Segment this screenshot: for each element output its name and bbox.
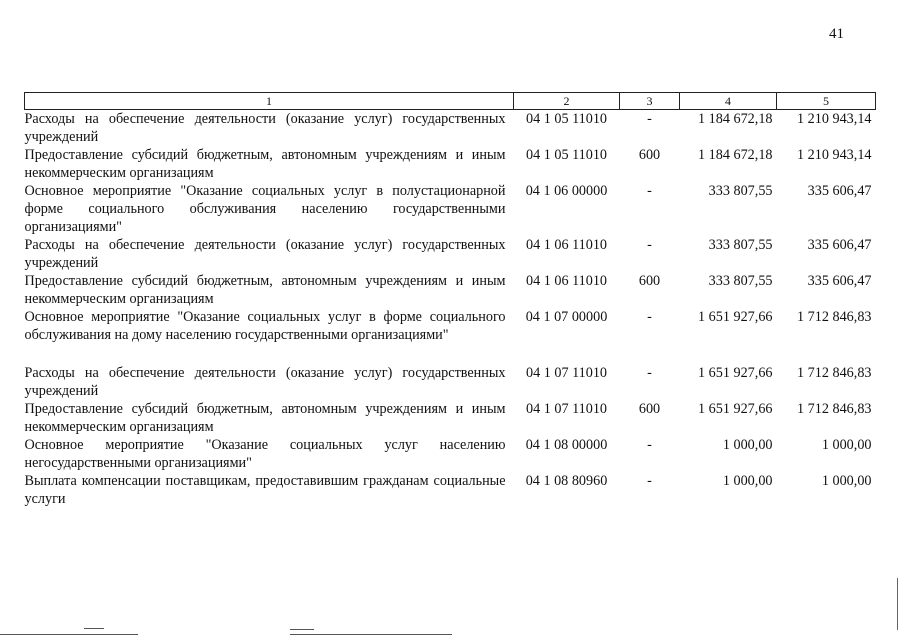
scan-line (290, 634, 452, 635)
row-kvr: - (647, 473, 652, 489)
row-code: 04 1 07 00000 (525, 309, 608, 325)
row-kvr: - (647, 365, 652, 381)
row-kvr: - (647, 237, 652, 253)
row-code: 04 1 08 00000 (525, 437, 608, 453)
scan-edge-mark (897, 578, 898, 630)
blank-row (25, 344, 876, 364)
row-sum-col4: 1 184 672,18 (698, 111, 773, 127)
budget-table (24, 92, 876, 508)
column-header: 5 (777, 93, 876, 110)
row-sum-col5: 1 000,00 (821, 437, 872, 453)
row-sum-col4: 1 651 927,66 (698, 401, 773, 417)
row-code: 04 1 08 80960 (525, 473, 608, 489)
scan-line (84, 628, 104, 629)
row-description: Предоставление субсидий бюджетным, автономным учреждениям и иным некоммерческим организациям (24, 273, 506, 307)
row-sum-col4: 333 807,55 (708, 273, 773, 289)
row-description: Предоставление субсидий бюджетным, автономным учреждениям и иным некоммерческим организациям (24, 147, 506, 181)
table-row (25, 400, 876, 436)
row-sum-col5: 335 606,47 (807, 273, 872, 289)
row-description: Основное мероприятие "Оказание социальных услуг населению негосударственными организациями" (24, 437, 506, 471)
row-sum-col4: 1 651 927,66 (698, 365, 773, 381)
row-sum-col4: 1 000,00 (722, 437, 773, 453)
row-kvr: - (647, 111, 652, 127)
row-sum-col4: 333 807,55 (708, 183, 773, 199)
row-sum-col5: 1 210 943,14 (797, 147, 872, 163)
row-code: 04 1 05 11010 (525, 147, 608, 163)
row-kvr: - (647, 309, 652, 325)
row-kvr: 600 (638, 147, 661, 163)
row-sum-col5: 1 712 846,83 (797, 401, 872, 417)
column-header: 3 (620, 93, 680, 110)
table-row (25, 272, 876, 308)
row-description: Основное мероприятие "Оказание социальных услуг в полустационарной форме социального обслуживания населению государственными организациями" (24, 183, 506, 235)
row-sum-col5: 1 712 846,83 (797, 365, 872, 381)
table-row (25, 182, 876, 236)
page-number: 41 (829, 26, 844, 42)
row-kvr: 600 (638, 401, 661, 417)
scan-line (290, 629, 314, 630)
row-sum-col4: 1 184 672,18 (698, 147, 773, 163)
column-header: 1 (25, 93, 514, 110)
table-row (25, 436, 876, 472)
row-code: 04 1 07 11010 (525, 401, 608, 417)
row-sum-col5: 335 606,47 (807, 183, 872, 199)
row-description: Расходы на обеспечение деятельности (оказание услуг) государственных учреждений (24, 237, 506, 271)
row-code: 04 1 05 11010 (525, 111, 608, 127)
row-sum-col4: 1 651 927,66 (698, 309, 773, 325)
row-description: Основное мероприятие "Оказание социальных услуг в форме социального обслуживания на дому населению государственными организациями" (24, 309, 506, 343)
row-kvr: - (647, 183, 652, 199)
scan-line (0, 634, 138, 635)
row-description: Расходы на обеспечение деятельности (оказание услуг) государственных учреждений (24, 111, 506, 145)
table-row (25, 364, 876, 400)
column-header: 2 (514, 93, 620, 110)
row-kvr: - (647, 437, 652, 453)
table-row (25, 472, 876, 508)
table-row (25, 308, 876, 344)
row-code: 04 1 06 11010 (525, 273, 608, 289)
row-code: 04 1 06 11010 (525, 237, 608, 253)
row-kvr: 600 (638, 273, 661, 289)
table-row (25, 236, 876, 272)
table-row (25, 146, 876, 182)
row-sum-col5: 335 606,47 (807, 237, 872, 253)
row-sum-col4: 1 000,00 (722, 473, 773, 489)
row-sum-col5: 1 210 943,14 (797, 111, 872, 127)
row-sum-col5: 1 712 846,83 (797, 309, 872, 325)
row-description: Расходы на обеспечение деятельности (оказание услуг) государственных учреждений (24, 365, 506, 399)
row-description: Предоставление субсидий бюджетным, автономным учреждениям и иным некоммерческим организациям (24, 401, 506, 435)
column-header: 4 (680, 93, 777, 110)
row-code: 04 1 06 00000 (525, 183, 608, 199)
row-sum-col5: 1 000,00 (821, 473, 872, 489)
row-code: 04 1 07 11010 (525, 365, 608, 381)
row-sum-col4: 333 807,55 (708, 237, 773, 253)
row-description: Выплата компенсации поставщикам, предоставившим гражданам социальные услуги (24, 473, 506, 507)
table-header-row (25, 93, 876, 110)
table-row (25, 110, 876, 147)
